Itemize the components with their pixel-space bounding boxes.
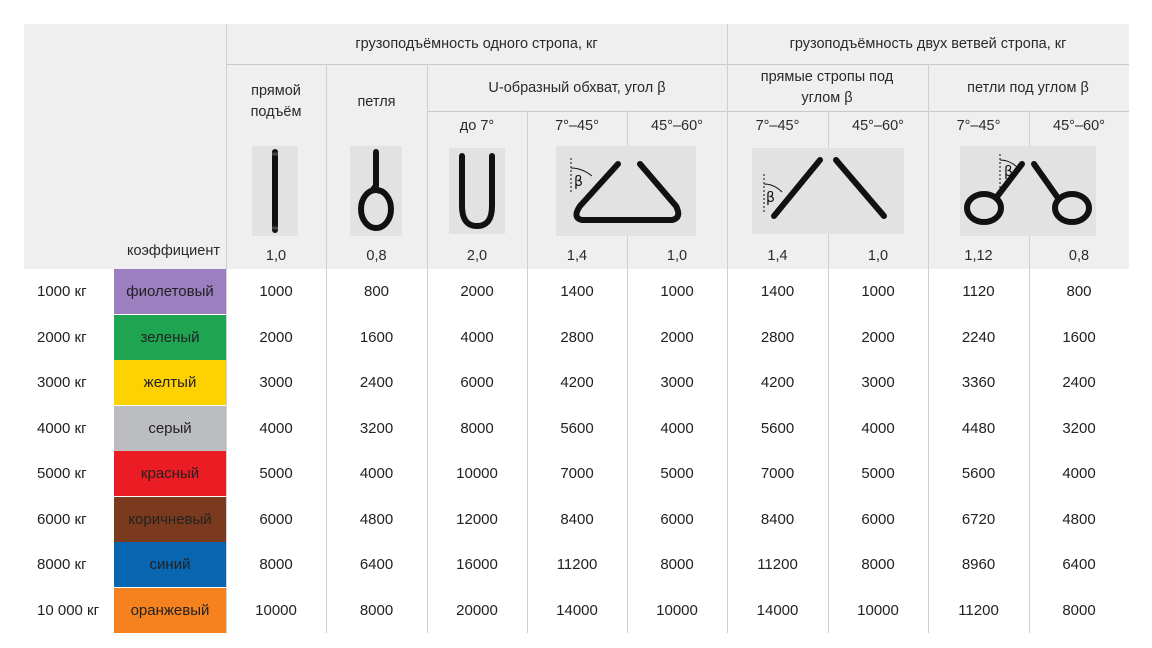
capacity-cell: 6000 bbox=[460, 374, 494, 391]
group-header-single: грузоподъёмность одного стропа, кг bbox=[355, 35, 598, 52]
sub-header-ss-1: 7°–45° bbox=[755, 117, 800, 134]
capacity-cell: 2000 bbox=[660, 329, 694, 346]
capacity-cell: 10000 bbox=[857, 602, 899, 619]
capacity-cell: 14000 bbox=[756, 602, 799, 619]
capacity-cell: 4000 bbox=[460, 329, 494, 346]
sub-header-u-1: до 7° bbox=[459, 117, 495, 134]
capacity-cell: 6000 bbox=[660, 511, 694, 528]
capacity-cell: 1400 bbox=[760, 283, 795, 300]
beta-angle-label: β bbox=[574, 174, 583, 190]
coefficient-value: 2,0 bbox=[466, 247, 488, 264]
capacity-cell: 2400 bbox=[1062, 374, 1096, 391]
capacity-cell: 2000 bbox=[460, 283, 494, 300]
capacity-cell: 16000 bbox=[456, 556, 498, 573]
group-header-double: грузоподъёмность двух ветвей стропа, кг bbox=[789, 35, 1067, 52]
capacity-cell: 11200 bbox=[757, 556, 798, 573]
capacity-cell: 8000 bbox=[259, 556, 293, 573]
capacity-cell: 3000 bbox=[660, 374, 694, 391]
beta-angle-label: β bbox=[766, 190, 775, 206]
capacity-cell: 5600 bbox=[760, 420, 795, 437]
capacity-cell: 1000 bbox=[259, 283, 293, 300]
capacity-cell: 12000 bbox=[456, 511, 498, 528]
color-swatch: красный bbox=[114, 451, 226, 496]
col-header-u-basket: U-образный обхват, угол β bbox=[488, 79, 666, 96]
col-header-loop: петля bbox=[357, 93, 396, 110]
color-swatch: коричневый bbox=[114, 497, 226, 542]
capacity-cell: 2000 bbox=[861, 329, 895, 346]
color-swatch: желтый bbox=[114, 360, 226, 405]
two-straight-slings-icon bbox=[752, 148, 904, 234]
capacity-cell: 8000 bbox=[861, 556, 895, 573]
capacity-cell: 5600 bbox=[961, 465, 996, 482]
capacity-cell: 5000 bbox=[259, 465, 293, 482]
sub-header-ss-2: 45°–60° bbox=[852, 117, 904, 134]
capacity-cell: 4000 bbox=[660, 420, 694, 437]
capacity-cell: 1600 bbox=[1062, 329, 1096, 346]
capacity-cell: 5000 bbox=[861, 465, 895, 482]
header-divider bbox=[226, 64, 1129, 65]
u-basket-sling-icon bbox=[449, 148, 505, 234]
capacity-cell: 7000 bbox=[560, 465, 594, 482]
capacity-cell: 10000 bbox=[456, 465, 498, 482]
capacity-cell: 1600 bbox=[359, 329, 394, 346]
capacity-cell: 20000 bbox=[456, 602, 498, 619]
capacity-cell: 4480 bbox=[961, 420, 996, 437]
col-header-straight: прямой подъём bbox=[250, 83, 302, 120]
weight-cell: 3000 кг bbox=[37, 374, 87, 391]
coefficient-value: 0,8 bbox=[1068, 247, 1090, 264]
coefficient-value: 1,4 bbox=[767, 247, 788, 264]
capacity-cell: 4800 bbox=[359, 511, 394, 528]
u-angle-sling-icon bbox=[556, 146, 696, 236]
capacity-cell: 2800 bbox=[560, 329, 594, 346]
capacity-cell: 2000 bbox=[259, 329, 293, 346]
weight-cell: 10 000 кг bbox=[37, 602, 100, 619]
capacity-cell: 4200 bbox=[760, 374, 795, 391]
weight-cell: 1000 кг bbox=[37, 283, 87, 300]
capacity-cell: 8400 bbox=[560, 511, 594, 528]
color-swatch: фиолетовый bbox=[114, 269, 226, 314]
capacity-cell: 4000 bbox=[1062, 465, 1096, 482]
capacity-cell: 8000 bbox=[460, 420, 494, 437]
capacity-cell: 2240 bbox=[961, 329, 996, 346]
col-header-straight-slings: прямые стропы под углом β bbox=[760, 69, 894, 106]
capacity-cell: 8960 bbox=[961, 556, 996, 573]
coefficient-value: 1,0 bbox=[867, 247, 889, 264]
capacity-cell: 6000 bbox=[259, 511, 293, 528]
coefficient-value: 1,12 bbox=[964, 247, 993, 264]
capacity-cell: 8000 bbox=[660, 556, 694, 573]
coefficient-value: 1,0 bbox=[666, 247, 688, 264]
color-swatch: серый bbox=[114, 406, 226, 451]
coefficient-value: 1,0 bbox=[265, 247, 287, 264]
capacity-cell: 6400 bbox=[359, 556, 394, 573]
capacity-cell: 5600 bbox=[560, 420, 594, 437]
capacity-cell: 4200 bbox=[560, 374, 594, 391]
sub-header-u-3: 45°–60° bbox=[651, 117, 703, 134]
color-swatch: оранжевый bbox=[114, 588, 226, 633]
capacity-cell: 11200 bbox=[958, 602, 999, 619]
capacity-cell: 8000 bbox=[1062, 602, 1096, 619]
capacity-cell: 4000 bbox=[861, 420, 895, 437]
capacity-cell: 3360 bbox=[961, 374, 996, 391]
color-swatch: зеленый bbox=[114, 315, 226, 360]
capacity-cell: 4000 bbox=[359, 465, 394, 482]
capacity-cell: 6720 bbox=[961, 511, 996, 528]
sub-header-la-2: 45°–60° bbox=[1053, 117, 1105, 134]
capacity-cell: 6400 bbox=[1062, 556, 1096, 573]
capacity-cell: 3000 bbox=[861, 374, 895, 391]
beta-angle-label: β bbox=[1004, 164, 1013, 180]
capacity-cell: 1400 bbox=[560, 283, 594, 300]
capacity-cell: 2400 bbox=[359, 374, 394, 391]
capacity-cell: 3200 bbox=[359, 420, 394, 437]
coefficient-value: 1,4 bbox=[566, 247, 588, 264]
capacity-cell: 800 bbox=[1066, 283, 1092, 300]
two-loop-slings-icon bbox=[960, 146, 1096, 236]
straight-sling-icon bbox=[252, 146, 298, 236]
capacity-cell: 14000 bbox=[556, 602, 598, 619]
sub-header-u-2: 7°–45° bbox=[555, 117, 599, 134]
capacity-cell: 3200 bbox=[1062, 420, 1096, 437]
capacity-cell: 6000 bbox=[861, 511, 895, 528]
coefficient-value: 0,8 bbox=[366, 247, 387, 264]
capacity-cell: 4800 bbox=[1062, 511, 1096, 528]
weight-cell: 4000 кг bbox=[37, 420, 87, 437]
capacity-cell: 8000 bbox=[359, 602, 394, 619]
capacity-cell: 2800 bbox=[760, 329, 795, 346]
weight-cell: 8000 кг bbox=[37, 556, 87, 573]
weight-cell: 6000 кг bbox=[37, 511, 87, 528]
capacity-cell: 10000 bbox=[255, 602, 297, 619]
capacity-cell: 11200 bbox=[556, 556, 598, 573]
capacity-cell: 10000 bbox=[656, 602, 698, 619]
capacity-cell: 800 bbox=[363, 283, 390, 300]
capacity-cell: 1000 bbox=[660, 283, 694, 300]
capacity-cell: 8400 bbox=[760, 511, 795, 528]
capacity-cell: 1000 bbox=[861, 283, 895, 300]
sub-header-la-1: 7°–45° bbox=[956, 117, 1001, 134]
coefficient-label: коэффициент bbox=[126, 242, 220, 259]
weight-cell: 2000 кг bbox=[37, 329, 87, 346]
color-swatch: синий bbox=[114, 542, 226, 587]
capacity-cell: 4000 bbox=[259, 420, 293, 437]
capacity-cell: 3000 bbox=[259, 374, 293, 391]
weight-cell: 5000 кг bbox=[37, 465, 87, 482]
col-header-loops-angle: петли под углом β bbox=[967, 79, 1089, 96]
capacity-cell: 7000 bbox=[760, 465, 795, 482]
capacity-cell: 1120 bbox=[962, 283, 995, 300]
header-divider bbox=[427, 111, 727, 112]
loop-sling-icon bbox=[350, 146, 402, 236]
capacity-cell: 5000 bbox=[660, 465, 694, 482]
